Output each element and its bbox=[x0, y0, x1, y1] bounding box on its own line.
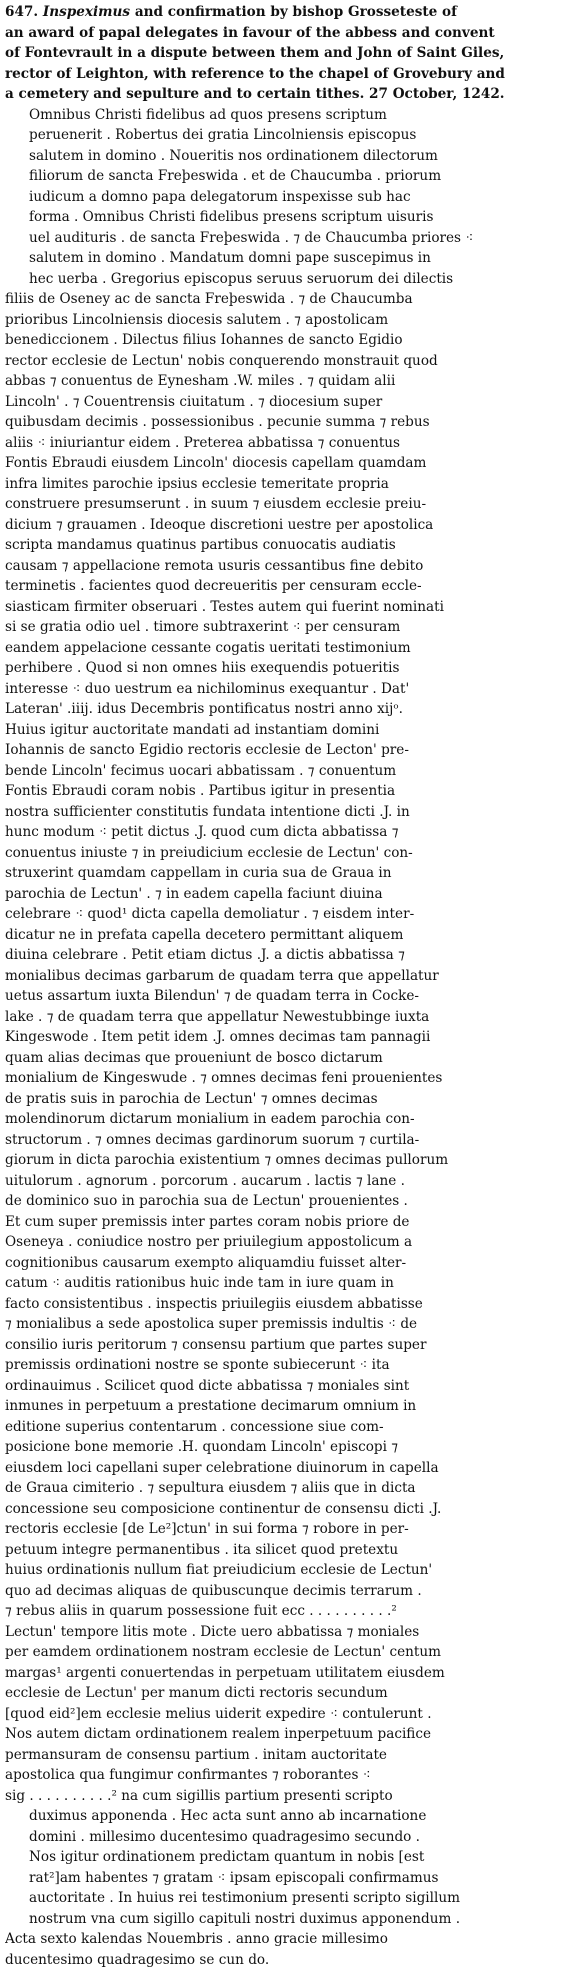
body-line: struxerint quamdam cappellam in curia sua de Graua in bbox=[5, 863, 569, 884]
body-line: forma . Omnibus Christi fidelibus presens scriptum uisuris bbox=[5, 207, 569, 228]
body-line: uel audituris . de sancta Freþeswida . ⁊ de Chaucumba priores ⁖ bbox=[5, 228, 569, 249]
heading-line: an award of papal delegates in favour of the abbess and convent bbox=[5, 23, 569, 44]
document-number: 647. bbox=[5, 4, 38, 20]
body-line: sig . . . . . . . . . .² na cum sigillis partium presenti scripto bbox=[5, 1786, 569, 1807]
document-body bbox=[5, 105, 569, 1970]
body-line: dicium ⁊ grauamen . Ideoque discretioni uestre per apostolica bbox=[5, 515, 569, 536]
body-line: Nos autem dictam ordinationem realem inperpetuum pacifice bbox=[5, 1724, 569, 1745]
body-line: iudicum a domno papa delegatorum inspexisse sub hac bbox=[5, 187, 569, 208]
heading-line-text: and confirmation by bishop Grosseteste of bbox=[130, 4, 457, 20]
body-line: inmunes in perpetuum a prestatione decimarum omnium in bbox=[5, 1396, 569, 1417]
body-line: rector ecclesie de Lectun' nobis conquerendo monstrauit quod bbox=[5, 351, 569, 372]
body-line: filiis de Oseney ac de sancta Freþeswida . ⁊ de Chaucumba bbox=[5, 289, 569, 310]
body-line: abbas ⁊ conuentus de Eynesham .W. miles . ⁊ quidam alii bbox=[5, 371, 569, 392]
body-line: Iohannis de sancto Egidio rectoris ecclesie de Lecton' pre- bbox=[5, 740, 569, 761]
body-line: auctoritate . In huius rei testimonium presenti scripto sigillum bbox=[5, 1888, 569, 1909]
body-line: salutem in domino . Noueritis nos ordinationem dilectorum bbox=[5, 146, 569, 167]
body-line: premissis ordinationi nostre se sponte subiecerunt ⁖ ita bbox=[5, 1355, 569, 1376]
body-line: benediccionem . Dilectus filius Iohannes de sancto Egidio bbox=[5, 330, 569, 351]
body-line: de pratis suis in parochia de Lectun' ⁊ omnes decimas bbox=[5, 1089, 569, 1110]
body-line: bende Lincoln' fecimus uocari abbatissam . ⁊ conuentum bbox=[5, 761, 569, 782]
heading-line: of Fontevrault in a dispute between them and John of Saint Giles, bbox=[5, 43, 569, 64]
body-line: Kingeswode . Item petit idem .J. omnes decimas tam pannagii bbox=[5, 1027, 569, 1048]
body-line: celebrare ⁖ quod¹ dicta capella demoliatur . ⁊ eisdem inter- bbox=[5, 904, 569, 925]
body-line: hunc modum ⁖ petit dictus .J. quod cum dicta abbatissa ⁊ bbox=[5, 822, 569, 843]
heading-line-1 bbox=[5, 2, 569, 23]
body-line: permansuram de consensu partium . initam auctoritate bbox=[5, 1745, 569, 1766]
body-line: uitulorum . agnorum . porcorum . aucarum . lactis ⁊ lane . bbox=[5, 1171, 569, 1192]
body-line: Fontis Ebraudi eiusdem Lincoln' diocesis capellam quamdam bbox=[5, 453, 569, 474]
body-line: salutem in domino . Mandatum domni pape suscepimus in bbox=[5, 248, 569, 269]
body-line: si se gratia odio uel . timore subtraxerint ⁖ per censuram bbox=[5, 617, 569, 638]
body-line: domini . millesimo ducentesimo quadragesimo secundo . bbox=[5, 1827, 569, 1848]
body-line: editione superius contentarum . concessione siue com- bbox=[5, 1417, 569, 1438]
body-line: Nos igitur ordinationem predictam quantum in nobis [est bbox=[5, 1847, 569, 1868]
body-line: infra limites parochie ipsius ecclesie temeritate propria bbox=[5, 474, 569, 495]
body-line: conuentus iniuste ⁊ in preiudicium ecclesie de Lectun' con- bbox=[5, 843, 569, 864]
body-line: monialibus decimas garbarum de quadam terra que appellatur bbox=[5, 966, 569, 987]
body-line: cognitionibus causarum exempto aliquamdiu fuisset alter- bbox=[5, 1253, 569, 1274]
body-line: Oseneya . coniudice nostro per priuilegium appostolicum a bbox=[5, 1232, 569, 1253]
body-line: molendinorum dictarum monialium in eadem parochia con- bbox=[5, 1109, 569, 1130]
body-line: per eamdem ordinationem nostram ecclesie de Lectun' centum bbox=[5, 1642, 569, 1663]
body-line: monialium de Kingeswude . ⁊ omnes decimas feni prouenientes bbox=[5, 1068, 569, 1089]
heading-line: a cemetery and sepulture and to certain tithes. 27 October, 1242. bbox=[5, 84, 569, 105]
body-line: duximus apponenda . Hec acta sunt anno ab incarnatione bbox=[5, 1806, 569, 1827]
body-line: Acta sexto kalendas Nouembris . anno gracie millesimo bbox=[5, 1929, 569, 1950]
body-line: rat²]am habentes ⁊ gratam ⁖ ipsam episcopali confirmamus bbox=[5, 1868, 569, 1889]
body-line: nostrum vna cum sigillo capituli nostri duximus apponendum . bbox=[5, 1909, 569, 1930]
body-line: uetus assartum iuxta Bilendun' ⁊ de quadam terra in Cocke- bbox=[5, 986, 569, 1007]
body-line: filiorum de sancta Freþeswida . et de Chaucumba . priorum bbox=[5, 166, 569, 187]
body-line: lake . ⁊ de quadam terra que appellatur Newestubbinge iuxta bbox=[5, 1007, 569, 1028]
body-line: rectoris ecclesie [de Le²]ctun' in sui forma ⁊ robore in per- bbox=[5, 1519, 569, 1540]
body-line: quam alias decimas que proueniunt de bosco dictarum bbox=[5, 1048, 569, 1069]
body-line: Huius igitur auctoritate mandati ad instantiam domini bbox=[5, 720, 569, 741]
body-line: giorum in dicta parochia existentium ⁊ omnes decimas pullorum bbox=[5, 1150, 569, 1171]
document-title-italic: Inspeximus bbox=[43, 4, 130, 20]
body-line: diuina celebrare . Petit etiam dictus .J. a dictis abbatissa ⁊ bbox=[5, 945, 569, 966]
body-line: interesse ⁖ duo uestrum ea nichilominus exequantur . Dat' bbox=[5, 679, 569, 700]
body-line: facto consistentibus . inspectis priuilegiis eiusdem abbatisse bbox=[5, 1294, 569, 1315]
body-line: eandem appelacione cessante cogatis ueritati testimonium bbox=[5, 638, 569, 659]
body-line: terminetis . facientes quod decreueritis per censuram eccle- bbox=[5, 576, 569, 597]
body-line: apostolica qua fungimur confirmantes ⁊ roborantes ⁖ bbox=[5, 1765, 569, 1786]
body-line: huius ordinationis nullum fiat preiudicium ecclesie de Lectun' bbox=[5, 1560, 569, 1581]
body-line: hec uerba . Gregorius episcopus seruus seruorum dei dilectis bbox=[5, 269, 569, 290]
body-line: Lincoln' . ⁊ Couentrensis ciuitatum . ⁊ diocesium super bbox=[5, 392, 569, 413]
body-line: ⁊ monialibus a sede apostolica super premissis indultis ⁖ de bbox=[5, 1314, 569, 1335]
body-line: construere presumserunt . in suum ⁊ eiusdem ecclesie preiu- bbox=[5, 494, 569, 515]
body-line: petuum integre permanentibus . ita silicet quod pretextu bbox=[5, 1540, 569, 1561]
body-line: de Graua cimiterio . ⁊ sepultura eiusdem ⁊ aliis que in dicta bbox=[5, 1478, 569, 1499]
body-line: structorum . ⁊ omnes decimas gardinorum suorum ⁊ curtila- bbox=[5, 1130, 569, 1151]
body-line: aliis ⁖ iniuriantur eidem . Preterea abbatissa ⁊ conuentus bbox=[5, 433, 569, 454]
body-line: peruenerit . Robertus dei gratia Lincolniensis episcopus bbox=[5, 125, 569, 146]
body-line: siasticam firmiter obseruari . Testes autem qui fuerint nominati bbox=[5, 597, 569, 618]
body-line: dicatur ne in prefata capella decetero permittant aliquem bbox=[5, 925, 569, 946]
body-line: Lectun' tempore litis mote . Dicte uero abbatissa ⁊ moniales bbox=[5, 1622, 569, 1643]
body-line: margas¹ argenti conuertendas in perpetuam utilitatem eiusdem bbox=[5, 1663, 569, 1684]
body-line: posicione bone memorie .H. quondam Lincoln' episcopi ⁊ bbox=[5, 1437, 569, 1458]
body-line: catum ⁖ auditis rationibus huic inde tam in iure quam in bbox=[5, 1273, 569, 1294]
body-line: ducentesimo quadragesimo se cun do. bbox=[5, 1950, 569, 1970]
body-line: nostra sufficienter constitutis fundata intentione dicti .J. in bbox=[5, 802, 569, 823]
body-line: Omnibus Christi fidelibus ad quos presens scriptum bbox=[5, 105, 569, 126]
heading-line: rector of Leighton, with reference to the chapel of Grovebury and bbox=[5, 64, 569, 85]
body-line: ecclesie de Lectun' per manum dicti rectoris secundum bbox=[5, 1683, 569, 1704]
body-line: causam ⁊ appellacione remota usuris cessantibus fine debito bbox=[5, 556, 569, 577]
body-line: consilio iuris peritorum ⁊ consensu partium que partes super bbox=[5, 1335, 569, 1356]
body-line: eiusdem loci capellani super celebratione diuinorum in capella bbox=[5, 1458, 569, 1479]
body-line: parochia de Lectun' . ⁊ in eadem capella faciunt diuina bbox=[5, 884, 569, 905]
body-line: Lateran' .iiij. idus Decembris pontificatus nostri anno xijᵒ. bbox=[5, 699, 569, 720]
body-line: quo ad decimas aliquas de quibuscunque decimis terrarum . bbox=[5, 1581, 569, 1602]
body-line: quibusdam decimis . possessionibus . pecunie summa ⁊ rebus bbox=[5, 412, 569, 433]
body-line: scripta mandamus quatinus partibus conuocatis audiatis bbox=[5, 535, 569, 556]
body-line: concessione seu composicione continentur de consensu dicti .J. bbox=[5, 1499, 569, 1520]
body-line: ⁊ rebus aliis in quarum possessione fuit ecc . . . . . . . . . .² bbox=[5, 1601, 569, 1622]
body-line: Fontis Ebraudi coram nobis . Partibus igitur in presentia bbox=[5, 781, 569, 802]
body-line: Et cum super premissis inter partes coram nobis priore de bbox=[5, 1212, 569, 1233]
body-line: ordinauimus . Scilicet quod dicte abbatissa ⁊ moniales sint bbox=[5, 1376, 569, 1397]
document-heading bbox=[5, 2, 569, 105]
body-line: [quod eid²]em ecclesie melius uiderit expedire ⁖ contulerunt . bbox=[5, 1704, 569, 1725]
body-line: perhibere . Quod si non omnes hiis exequendis potueritis bbox=[5, 658, 569, 679]
body-line: de dominico suo in parochia sua de Lectun' prouenientes . bbox=[5, 1191, 569, 1212]
body-line: prioribus Lincolniensis diocesis salutem . ⁊ apostolicam bbox=[5, 310, 569, 331]
